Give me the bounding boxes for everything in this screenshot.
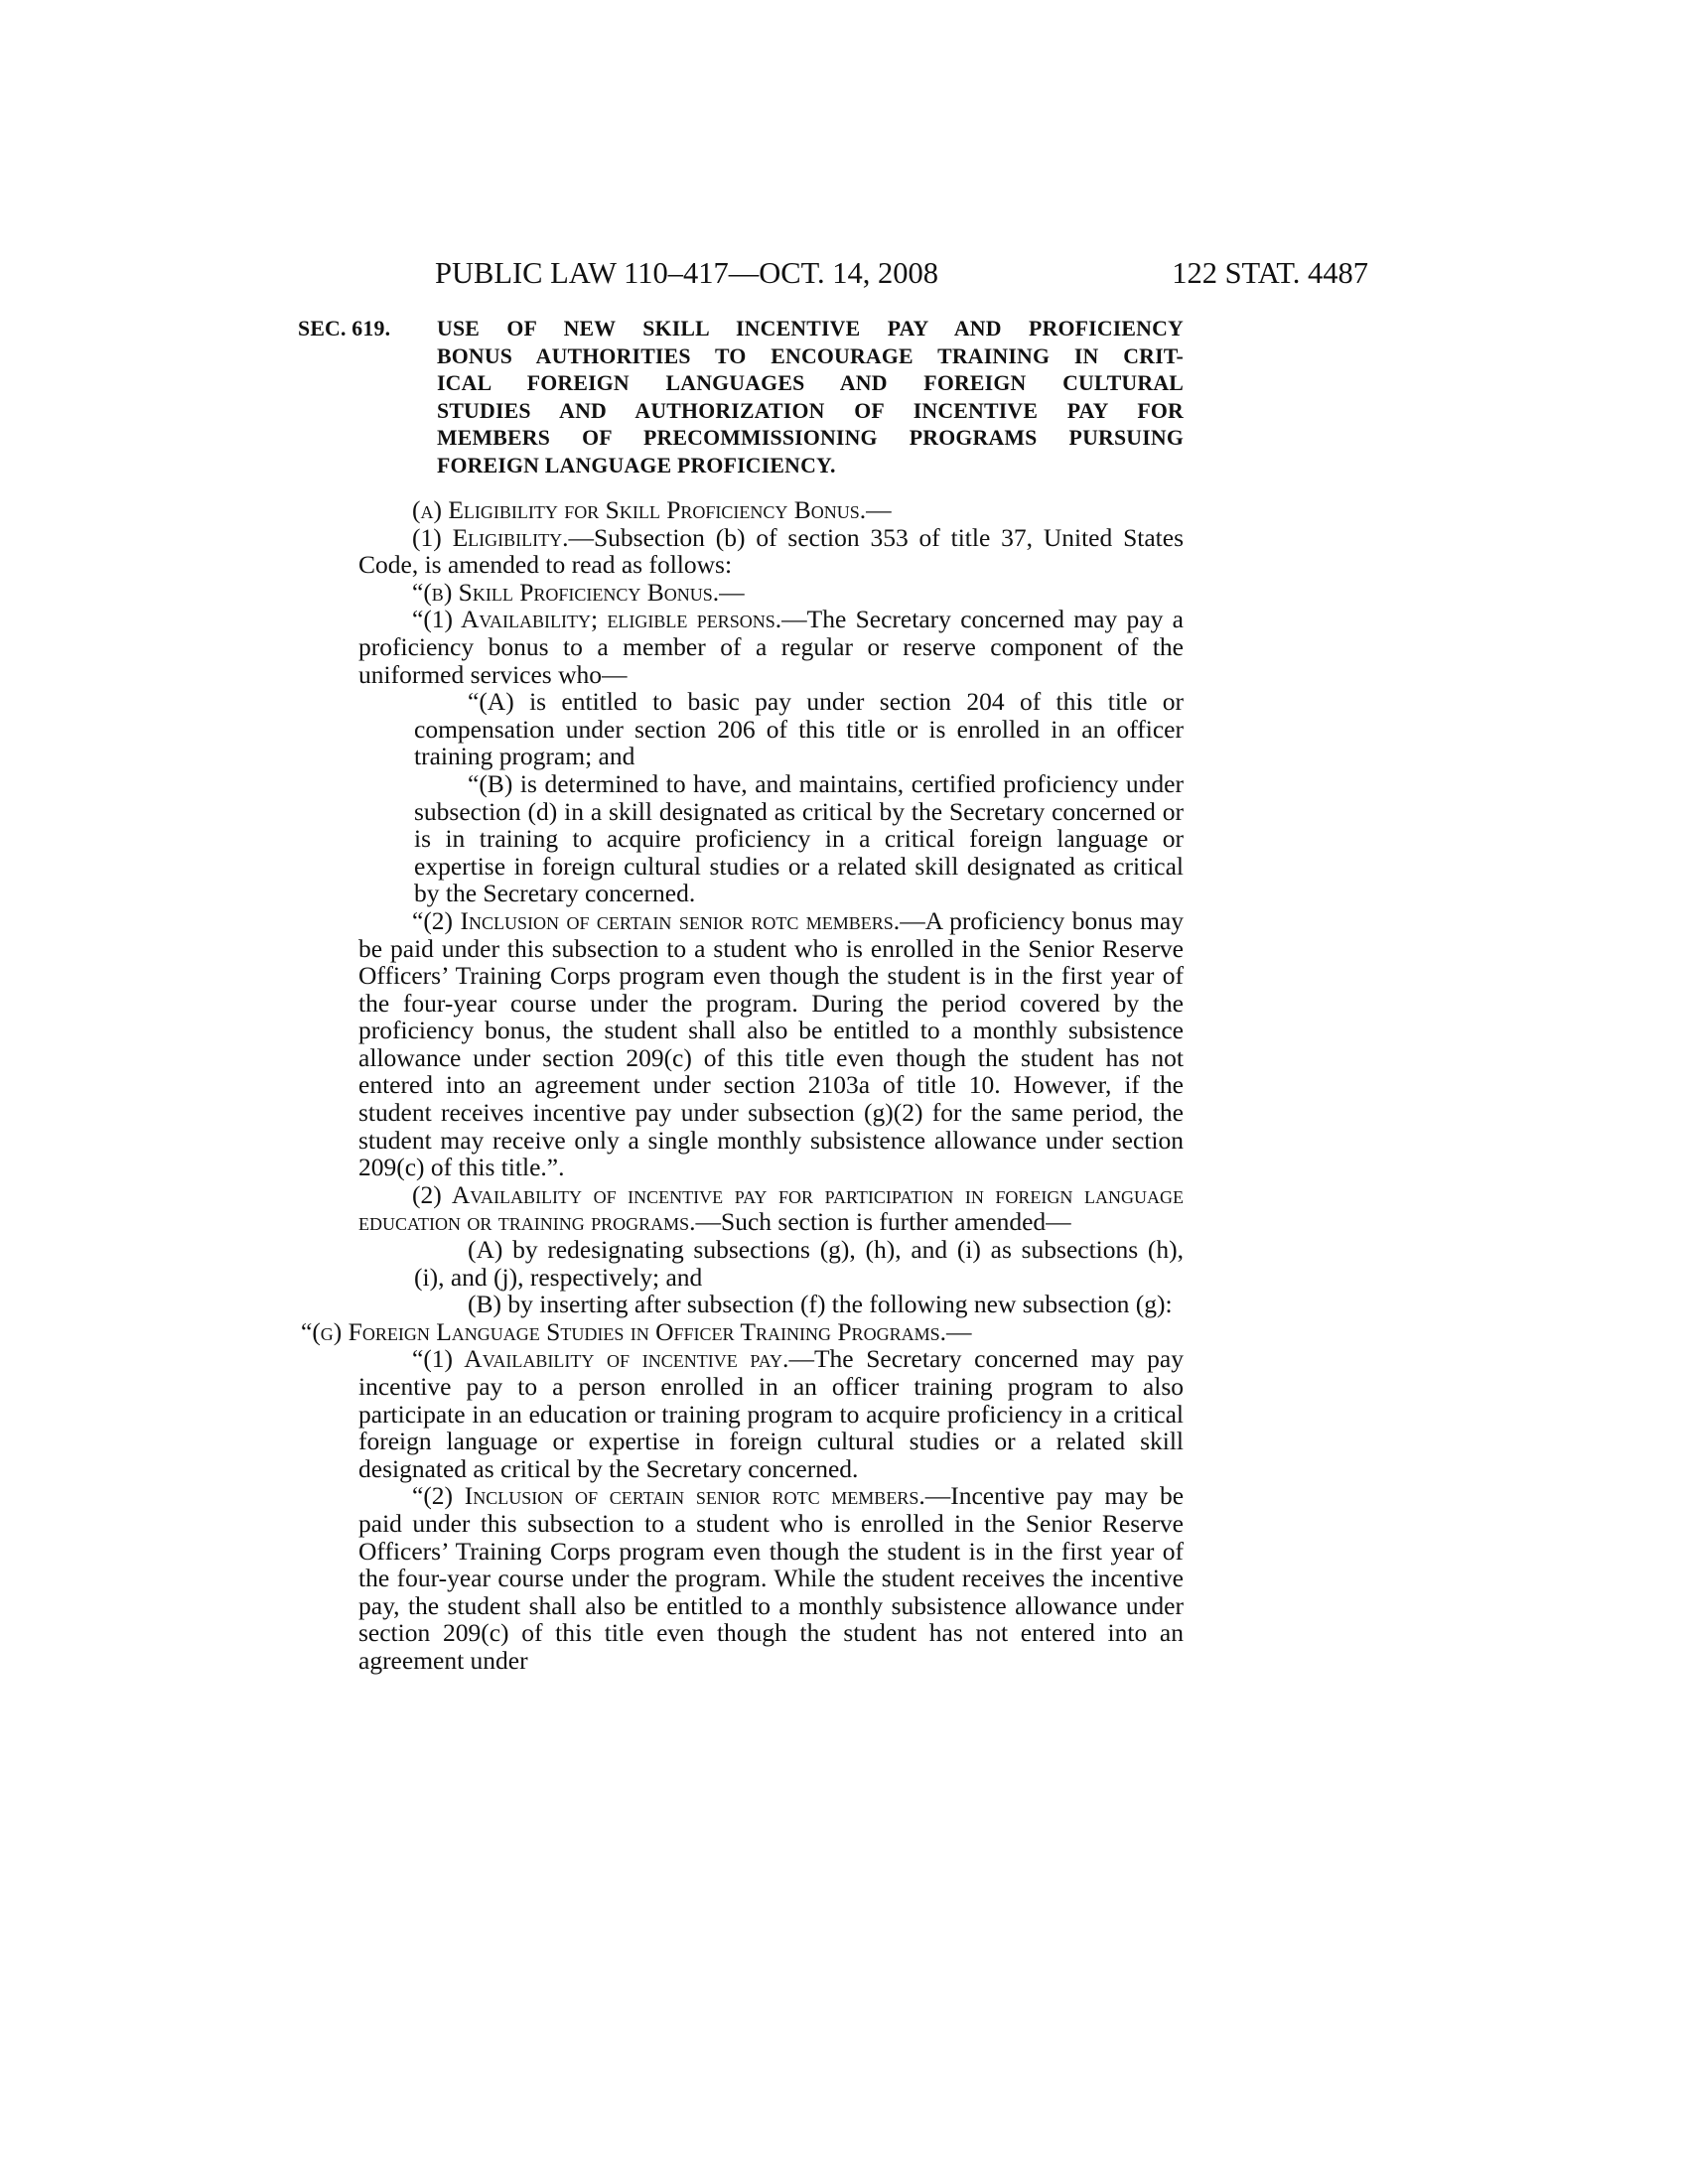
subparagraphs-b1 (358, 688, 1184, 907)
section-title-line: FOREIGN LANGUAGE PROFICIENCY. (437, 453, 836, 478)
section-title-line: STUDIES AND AUTHORIZATION OF INCENTIVE PAY FOR (437, 398, 1184, 423)
paragraph-g2 (358, 1482, 1184, 1674)
paragraph-g1-text: —The Secretary concerned may pay incentive pay to a person enrolled in an officer training program to also participate in an education or training program to acquire proficiency in a critical foreign language or expertise in foreign cultural studies or a related skill designated as critical by the Secretary concerned. (358, 1344, 1184, 1483)
header-stat-page: 122 STAT. 4487 (1172, 256, 1368, 290)
paragraph-a1 (358, 524, 1184, 579)
paragraph-b2-label: “(2) Inclusion of certain senior rotc members. (412, 905, 901, 935)
paragraph-b2 (358, 907, 1184, 1181)
section-title-line: BONUS AUTHORITIES TO ENCOURAGE TRAINING IN CRIT- (437, 343, 1184, 368)
section-title-line: ICAL FOREIGN LANGUAGES AND FOREIGN CULTURAL (437, 371, 1184, 395)
section-heading (298, 316, 1184, 479)
paragraph-g2-text: —Incentive pay may be paid under this subsection to a student who is enrolled in the Senior Reserve Officers’ Training Corps program even though the student is in the first year of the four-year course under the program. While the student receives the incentive pay, the student shall also be entitled to a monthly subsistence allowance under section 209(c) of this title even though the student has not entered into an agreement under (358, 1481, 1185, 1675)
paragraph-a2-label: (2) Availability of incentive pay for participation in foreign language education or training programs. (358, 1179, 1184, 1237)
paragraph-a1-text: —Subsection (b) of section 353 of title 37, United States Code, is amended to read as follows: (358, 522, 1185, 580)
paragraph-b1-label: “(1) Availability; eligible persons. (412, 605, 782, 634)
paragraph-a2-text: —Such section is further amended— (695, 1207, 1071, 1237)
statute-body (301, 495, 1185, 1675)
subparagraph-b1A: “(A) is entitled to basic pay under section 204 of this title or compensation under section 206 of this title or is enrolled in an officer training program; and (414, 687, 1184, 771)
section-title (437, 316, 1184, 479)
subparagraph-a2A: (A) by redesignating subsections (g), (h), and (i) as subsections (h), (i), and (j), respectively; and (414, 1235, 1184, 1292)
paragraph-g1 (358, 1345, 1184, 1482)
header-law-citation: PUBLIC LAW 110–417—OCT. 14, 2008 (435, 256, 939, 290)
paragraph-b1 (358, 606, 1184, 688)
paragraph-a1-label: (1) Eligibility. (412, 522, 569, 552)
paragraph-b1-text: —The Secretary concerned may pay a proficiency bonus to a member of a regular or reserve component of the uniformed services who— (358, 605, 1184, 689)
subparagraph-b1B: “(B) is determined to have, and maintains, certified proficiency under subsection (d) in a skill designated as critical by the Secretary concerned or is in training to acquire proficiency in a critical foreign language or expertise in foreign cultural studies or a related skill designated as critical by the Secretary concerned. (414, 768, 1184, 908)
paragraph-g2-label: “(2) Inclusion of certain senior rotc members. (412, 1481, 925, 1511)
paragraph-a2 (358, 1181, 1184, 1236)
subsection-g-heading: “(g) Foreign Language Studies in Officer Training Programs.— (301, 1316, 972, 1346)
section-number: SEC. 619. (298, 317, 391, 341)
subsection-b-heading: “(b) Skill Proficiency Bonus.— (412, 577, 745, 607)
subsection-a-heading: (a) Eligibility for Skill Proficiency Bonus.— (412, 495, 892, 524)
subparagraph-a2B: (B) by inserting after subsection (f) the following new subsection (g): (468, 1290, 1173, 1319)
paragraph-b2-text: —A proficiency bonus may be paid under this subsection to a student who is enrolled in the Senior Reserve Officers’ Training Corps program even though the student is in the first year of the four-year course under the program. During the period covered by the proficiency bonus, the student shall also be entitled to a monthly subsistence allowance under section 209(c) of this title even though the student has not entered into an agreement under section 2103a of title 10. However, if the student receives incentive pay under subsection (g)(2) for the same period, the student may receive only a single monthly subsistence allowance under section 209(c) of this title.”. (358, 905, 1184, 1182)
section-title-line: MEMBERS OF PRECOMMISSIONING PROGRAMS PURSUING (437, 426, 1184, 450)
section-title-line: USE OF NEW SKILL INCENTIVE PAY AND PROFICIENCY (437, 317, 1184, 341)
paragraph-g1-label: “(1) Availability of incentive pay. (412, 1344, 789, 1374)
subparagraphs-a2 (358, 1236, 1184, 1318)
